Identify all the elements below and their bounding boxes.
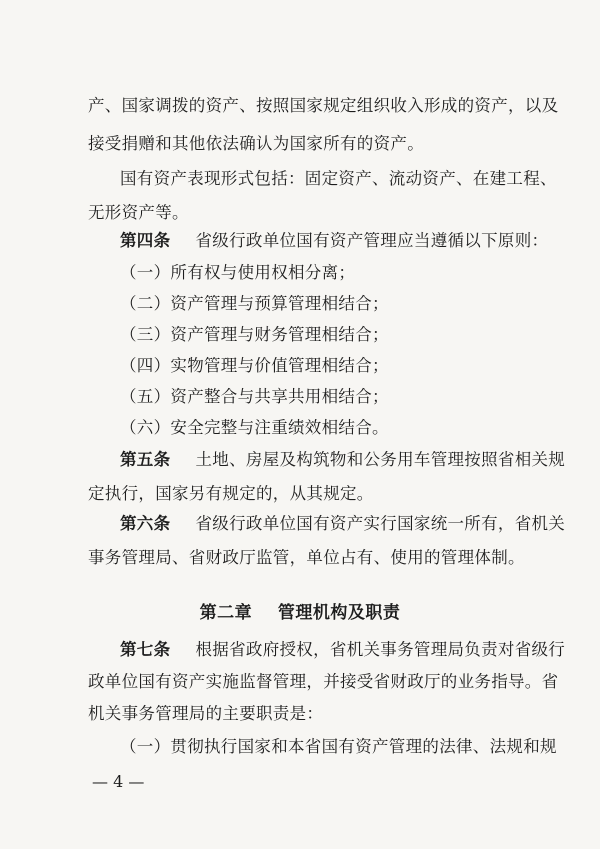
article-heading: [120, 640, 565, 660]
paragraph-line: 国有资产表现形式包括：固定资产、流动资产、在建工程、: [120, 169, 557, 188]
paragraph-line: 事务管理局、省财政厅监管，单位占有、使用的管理体制。: [88, 548, 525, 567]
list-item: （一）贯彻执行国家和本省国有资产管理的法律、法规和规: [120, 737, 557, 756]
article-text: 根据省政府授权，省机关事务管理局负责对省级行: [195, 640, 566, 659]
paragraph-line: 接受捐赠和其他依法确认为国家所有的资产。: [88, 134, 424, 153]
paragraph-line: 政单位国有资产实施监督管理，并接受省财政厅的业务指导。省: [88, 672, 559, 691]
article-number: 第四条: [120, 231, 171, 250]
article-number: 第五条: [120, 450, 171, 469]
list-item: （五）资产整合与共享共用相结合；: [120, 387, 389, 406]
list-item: （六）安全完整与注重绩效相结合。: [120, 418, 389, 437]
article-heading: [120, 231, 548, 251]
paragraph-line: 定执行，国家另有规定的，从其规定。: [88, 484, 374, 503]
article-number: 第七条: [120, 640, 171, 659]
article-text: 省级行政单位国有资产实行国家统一所有，省机关: [195, 514, 566, 533]
list-item: （四）实物管理与价值管理相结合；: [120, 356, 389, 375]
page-number: — 4 —: [92, 772, 145, 791]
article-heading: [120, 514, 565, 534]
paragraph-line: 机关事务管理局的主要职责是：: [88, 704, 324, 723]
list-item: （一）所有权与使用权相分离；: [120, 263, 356, 282]
list-item: （二）资产管理与预算管理相结合；: [120, 294, 389, 313]
article-text: 土地、房屋及构筑物和公务用车管理按照省相关规: [195, 450, 566, 469]
paragraph-line: 产、国家调拨的资产、按照国家规定组织收入形成的资产，以及: [88, 96, 559, 115]
paragraph-line: 无形资产等。: [88, 203, 189, 222]
article-number: 第六条: [120, 514, 171, 533]
list-item: （三）资产管理与财务管理相结合；: [120, 325, 389, 344]
article-heading: [120, 450, 565, 470]
chapter-title: 第二章 管理机构及职责: [199, 603, 401, 623]
article-text: 省级行政单位国有资产管理应当遵循以下原则：: [195, 231, 549, 250]
